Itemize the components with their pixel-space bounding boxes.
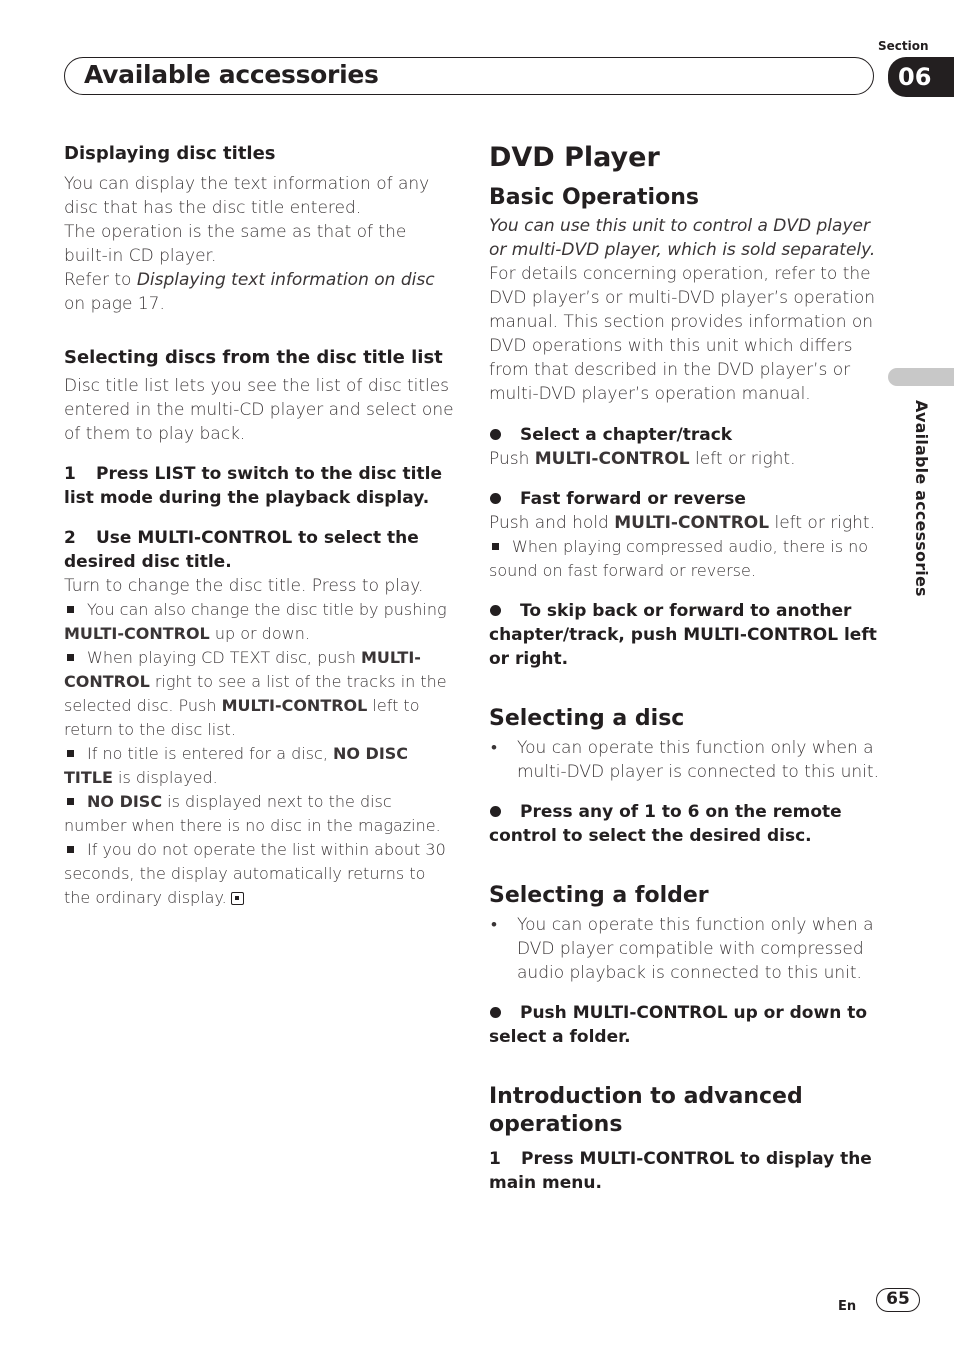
heading-intro-advanced: Introduction to advanced operations bbox=[489, 1084, 803, 1137]
step-2: 2 Use MULTI-CONTROL to select the desired disc title. bbox=[64, 528, 419, 572]
operation-skip: To skip back or forward to another chapter/track, push MULTI-CONTROL left or right. bbox=[489, 601, 877, 669]
paragraph: Push MULTI-CONTROL left or right. bbox=[489, 449, 796, 469]
end-mark-icon bbox=[231, 892, 244, 905]
section-label: Section bbox=[878, 39, 929, 53]
bullet-dot-icon bbox=[490, 806, 501, 817]
section-number-badge: 06 bbox=[888, 57, 954, 97]
heading-selecting-discs: Selecting discs from the disc title list bbox=[64, 347, 443, 368]
note: You can also change the disc title by pushing MULTI-CONTROL up or down. bbox=[64, 600, 447, 643]
heading-basic-operations: Basic Operations bbox=[489, 185, 699, 210]
operation-select-disc: Press any of 1 to 6 on the remote control to select the desired disc. bbox=[489, 802, 842, 846]
paragraph: Refer to Displaying text information on disc on page 17. bbox=[64, 270, 435, 314]
heading-dvd-player: DVD Player bbox=[489, 142, 660, 173]
note: When playing compressed audio, there is no sound on fast forward or reverse. bbox=[489, 537, 869, 580]
heading-displaying-disc-titles: Displaying disc titles bbox=[64, 143, 276, 164]
left-column bbox=[64, 142, 454, 910]
square-bullet-icon bbox=[67, 606, 74, 613]
note: When playing CD TEXT disc, push MULTI-CONTROL right to see a list of the tracks in the selected disc. Push MULTI-CONTROL left to return to the disc list. bbox=[64, 648, 447, 739]
bullet-item: • You can operate this function only when a DVD player compatible with compressed audio playback is connected to this unit. bbox=[491, 915, 874, 983]
bullet-dot-icon bbox=[490, 1007, 501, 1018]
side-tab-label: Available accessories bbox=[912, 400, 931, 597]
paragraph: The operation is the same as that of the built-in CD player. bbox=[64, 222, 407, 266]
paragraph: Push and hold MULTI-CONTROL left or right. bbox=[489, 513, 875, 533]
square-bullet-icon bbox=[67, 798, 74, 805]
right-column bbox=[489, 142, 881, 1195]
page-number: 65 bbox=[876, 1288, 920, 1312]
operation-select-chapter: Select a chapter/track bbox=[489, 423, 881, 447]
page-title: Available accessories bbox=[84, 60, 379, 89]
heading-selecting-a-folder: Selecting a folder bbox=[489, 883, 709, 908]
step-1: 1 Press LIST to switch to the disc title list mode during the playback display. bbox=[64, 464, 442, 508]
intro-paragraph: For details concerning operation, refer to the DVD player’s or multi-DVD player’s operation manual. This section provides information on DVD operations with this unit which differs from that described in the DVD player’s or multi-DVD player’s operation manual. bbox=[489, 264, 876, 404]
note: If no title is entered for a disc, NO DISC TITLE is displayed. bbox=[64, 744, 409, 787]
note: NO DISC is displayed next to the disc number when there is no disc in the magazine. bbox=[64, 792, 441, 835]
operation-select-folder: Push MULTI-CONTROL up or down to select a folder. bbox=[489, 1003, 868, 1047]
paragraph: You can display the text information of any disc that has the disc title entered. bbox=[64, 174, 430, 218]
footer-language: En bbox=[838, 1299, 857, 1314]
advanced-step-1: 1 Press MULTI-CONTROL to display the main menu. bbox=[489, 1149, 872, 1193]
bullet-dot-icon bbox=[490, 493, 501, 504]
heading-selecting-a-disc: Selecting a disc bbox=[489, 706, 685, 731]
note: If you do not operate the list within about 30 seconds, the display automatically returns to the ordinary display. bbox=[64, 840, 446, 907]
square-bullet-icon bbox=[67, 750, 74, 757]
square-bullet-icon bbox=[67, 654, 74, 661]
intro-italic: You can use this unit to control a DVD player or multi-DVD player, which is sold separately. bbox=[489, 216, 876, 260]
square-bullet-icon bbox=[67, 846, 74, 853]
operation-fast-forward: Fast forward or reverse bbox=[489, 487, 881, 511]
square-bullet-icon bbox=[492, 543, 499, 550]
step-2-body: Turn to change the disc title. Press to play. bbox=[64, 576, 424, 596]
bullet-item: • You can operate this function only when a multi-DVD player is connected to this unit. bbox=[491, 738, 879, 782]
paragraph: Disc title list lets you see the list of disc titles entered in the multi-CD player and select one of them to play back. bbox=[64, 376, 454, 444]
side-tab-bar bbox=[888, 368, 954, 386]
bullet-dot-icon bbox=[490, 605, 501, 616]
bullet-dot-icon bbox=[490, 429, 501, 440]
